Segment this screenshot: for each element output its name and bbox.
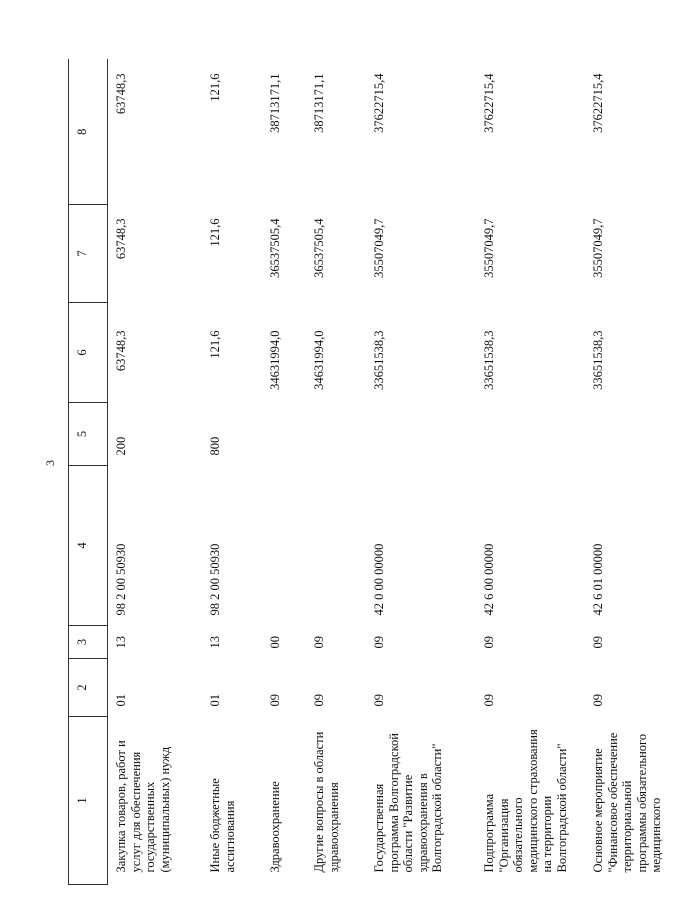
table-row <box>585 60 680 885</box>
amount-cell-6: 33651538,3 <box>591 330 605 390</box>
target-article-cell: 98 2 00 50930 <box>114 543 128 616</box>
expense-type-cell <box>306 403 366 466</box>
amount-cell-8: 38713171,1 <box>312 73 326 133</box>
expense-type-cell <box>585 403 680 466</box>
amount-cell-6: 33651538,3 <box>482 330 496 390</box>
amount-cell-8: 121,6 <box>208 73 222 102</box>
expense-type-cell <box>366 403 476 466</box>
amount-cell-8: 37622715,4 <box>591 73 605 133</box>
table-row <box>108 60 203 885</box>
subsection-cell: 09 <box>312 636 326 649</box>
target-article-cell <box>262 466 306 626</box>
amount-cell-6: 63748,3 <box>114 330 128 372</box>
rotated-table-sheet <box>68 60 663 885</box>
amount-cell-7: 36537505,4 <box>312 218 326 278</box>
section-cell: 09 <box>268 694 282 707</box>
row-name-cell: Основное мероприятие "Финансовое обеспечение территориальной программы обязательного медицинского <box>591 732 663 873</box>
table-row <box>476 60 585 885</box>
column-header-8: 8 <box>69 60 108 205</box>
amount-cell-7: 35507049,7 <box>591 218 605 278</box>
column-header-1: 1 <box>69 717 108 885</box>
column-header-7: 7 <box>69 205 108 303</box>
subsection-cell: 13 <box>208 636 222 649</box>
row-name-cell: Другие вопросы в области здравоохранения <box>312 731 341 873</box>
expense-type-cell: 800 <box>208 436 222 456</box>
table-row <box>262 60 306 885</box>
table-row <box>366 60 476 885</box>
page-number: 3 <box>43 460 57 466</box>
target-article-cell: 42 6 00 00000 <box>482 543 496 616</box>
amount-cell-8: 37622715,4 <box>482 73 496 133</box>
amount-cell-8: 63748,3 <box>114 73 128 115</box>
amount-cell-8: 37622715,4 <box>372 73 386 133</box>
amount-cell-7: 63748,3 <box>114 218 128 260</box>
column-header-2: 2 <box>69 659 108 717</box>
amount-cell-6: 33651538,3 <box>372 330 386 390</box>
amount-cell-6: 34631994,0 <box>268 330 282 390</box>
expense-type-cell <box>262 403 306 466</box>
row-name-cell: Здравоохранение <box>268 781 282 873</box>
section-cell: 09 <box>482 694 496 707</box>
target-article-cell: 42 0 00 00000 <box>372 543 386 616</box>
section-cell: 01 <box>208 694 222 707</box>
amount-cell-7: 121,6 <box>208 218 222 247</box>
column-header-4: 4 <box>69 466 108 626</box>
row-name-cell: Закупка товаров, работ и услуг для обеспечения государственных (муниципальных) нужд <box>114 740 172 873</box>
section-cell: 09 <box>591 694 605 707</box>
amount-cell-6: 34631994,0 <box>312 330 326 390</box>
subsection-cell: 09 <box>591 636 605 649</box>
subsection-cell: 00 <box>268 636 282 649</box>
section-cell: 09 <box>372 694 386 707</box>
column-header-6: 6 <box>69 303 108 403</box>
amount-cell-7: 36537505,4 <box>268 218 282 278</box>
table-row <box>202 60 262 885</box>
expense-type-cell: 200 <box>114 436 128 456</box>
section-cell: 09 <box>312 694 326 707</box>
subsection-cell: 13 <box>114 636 128 649</box>
amount-cell-7: 35507049,7 <box>482 218 496 278</box>
subsection-cell: 09 <box>482 636 496 649</box>
amount-cell-7: 35507049,7 <box>372 218 386 278</box>
section-cell: 01 <box>114 694 128 707</box>
row-name-cell: Государственная программа Волгоградской области "Развитие здравоохранения в Волгоградской области" <box>372 733 444 873</box>
column-header-3: 3 <box>69 626 108 659</box>
target-article-cell: 98 2 00 50930 <box>208 543 222 616</box>
table-row <box>306 60 366 885</box>
column-header-5: 5 <box>69 403 108 466</box>
target-article-cell: 42 6 01 00000 <box>591 543 605 616</box>
budget-table <box>68 60 680 886</box>
subsection-cell: 09 <box>372 636 386 649</box>
table-header-row <box>69 60 108 885</box>
amount-cell-8: 38713171,1 <box>268 73 282 133</box>
row-name-cell: Подпрограмма "Организация обязательного медицинского страхования на территории Волгоградской области" <box>482 729 569 873</box>
row-name-cell: Иные бюджетные ассигнования <box>208 778 237 873</box>
expense-type-cell <box>476 403 585 466</box>
amount-cell-6: 121,6 <box>208 330 222 359</box>
target-article-cell <box>306 466 366 626</box>
